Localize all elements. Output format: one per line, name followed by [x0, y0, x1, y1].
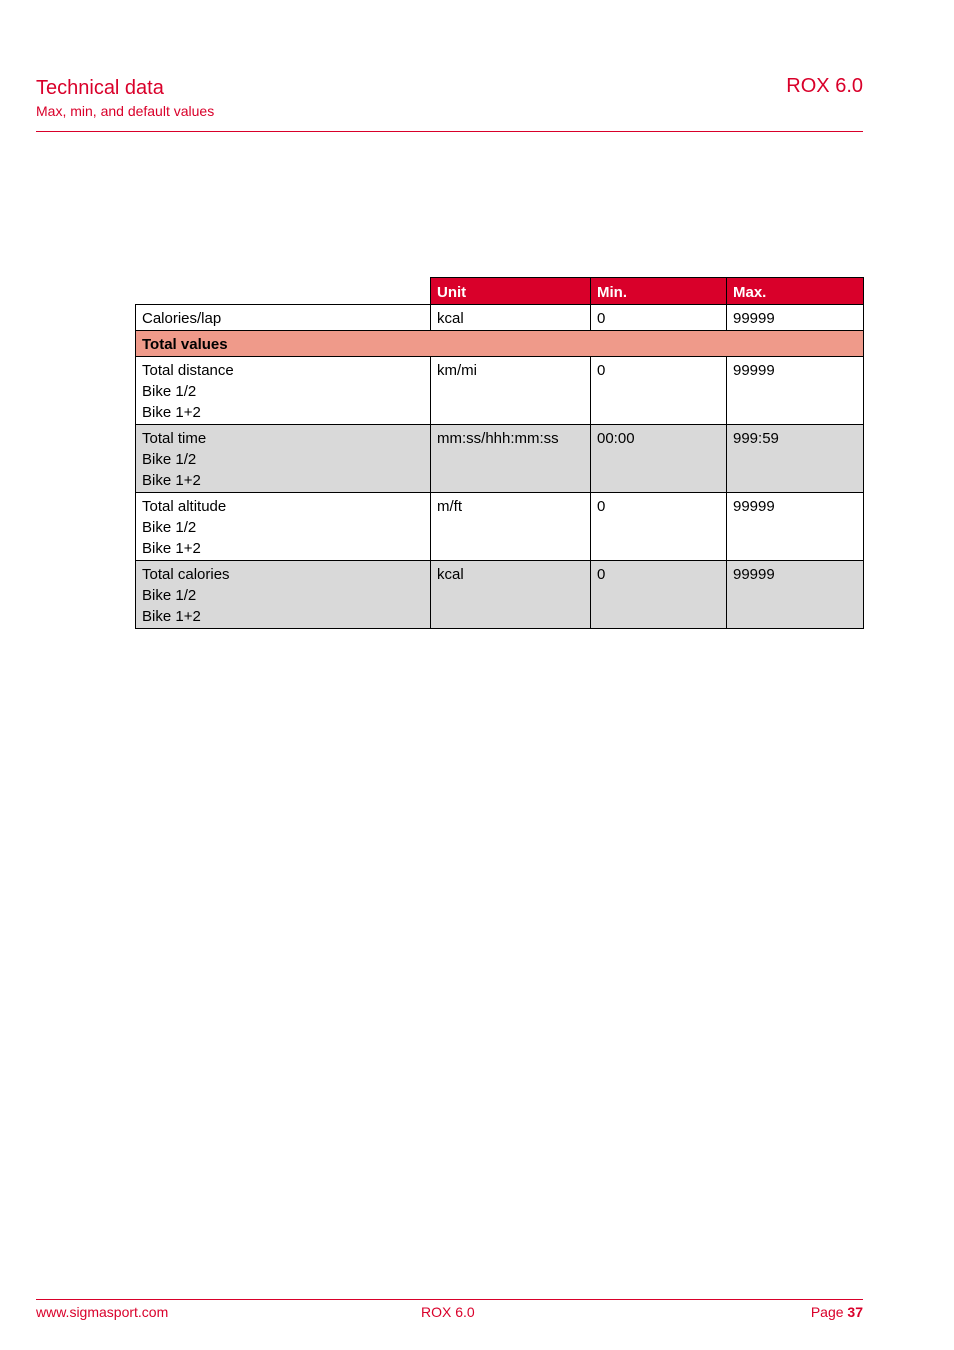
label-line: Bike 1+2 [142, 404, 201, 421]
label-line: Total distance [142, 362, 234, 379]
row-label [136, 425, 431, 493]
label-line: Total altitude [142, 498, 227, 515]
footer-product-name: ROX 6.0 [421, 1304, 475, 1320]
column-header-unit: Unit [431, 278, 591, 305]
label-line: Bike 1+2 [142, 540, 201, 557]
min-cell: 00:00 [591, 425, 727, 493]
column-header-max: Max. [727, 278, 864, 305]
label-line: Bike 1/2 [142, 383, 197, 400]
page-number-value: 37 [847, 1304, 863, 1320]
page-number [811, 1303, 863, 1321]
label-line: Total calories [142, 566, 230, 583]
table-row [136, 493, 864, 561]
label-line: Bike 1/2 [142, 519, 197, 536]
min-cell: 0 [591, 493, 727, 561]
row-label [136, 493, 431, 561]
min-cell: 0 [591, 561, 727, 629]
max-cell: 99999 [727, 357, 864, 425]
label-line: Total time [142, 430, 207, 447]
min-cell: 0 [591, 357, 727, 425]
unit-cell: km/mi [431, 357, 591, 425]
technical-data-table [135, 277, 864, 629]
label-line: Bike 1+2 [142, 472, 201, 489]
table-row [136, 357, 864, 425]
column-header-blank [136, 278, 431, 305]
table-row [136, 425, 864, 493]
label-line: Bike 1/2 [142, 451, 197, 468]
section-label: Total values [136, 331, 864, 357]
website-link[interactable]: www.sigmasport.com [36, 1304, 169, 1320]
table-row [136, 305, 864, 331]
column-header-min: Min. [591, 278, 727, 305]
product-name: ROX 6.0 [786, 75, 863, 97]
footer-divider [36, 1299, 863, 1300]
unit-cell: m/ft [431, 493, 591, 561]
page-label: Page [810, 1304, 844, 1320]
unit-cell: kcal [431, 561, 591, 629]
unit-cell: kcal [431, 305, 591, 331]
min-cell: 0 [591, 305, 727, 331]
page-subtitle: Max, min, and default values [36, 103, 215, 119]
label-line: Calories/lap [142, 310, 222, 327]
row-label [136, 561, 431, 629]
header-divider [36, 131, 863, 132]
max-cell: 99999 [727, 493, 864, 561]
section-row [136, 331, 864, 357]
max-cell: 999:59 [727, 425, 864, 493]
table-header-row [136, 278, 864, 305]
label-line: Bike 1/2 [142, 587, 197, 604]
label-line: Bike 1+2 [142, 608, 201, 625]
max-cell: 99999 [727, 305, 864, 331]
row-label [136, 357, 431, 425]
max-cell: 99999 [727, 561, 864, 629]
page-title: Technical data [36, 77, 164, 99]
row-label [136, 305, 431, 331]
unit-cell: mm:ss/hhh:mm:ss [431, 425, 591, 493]
table-row [136, 561, 864, 629]
